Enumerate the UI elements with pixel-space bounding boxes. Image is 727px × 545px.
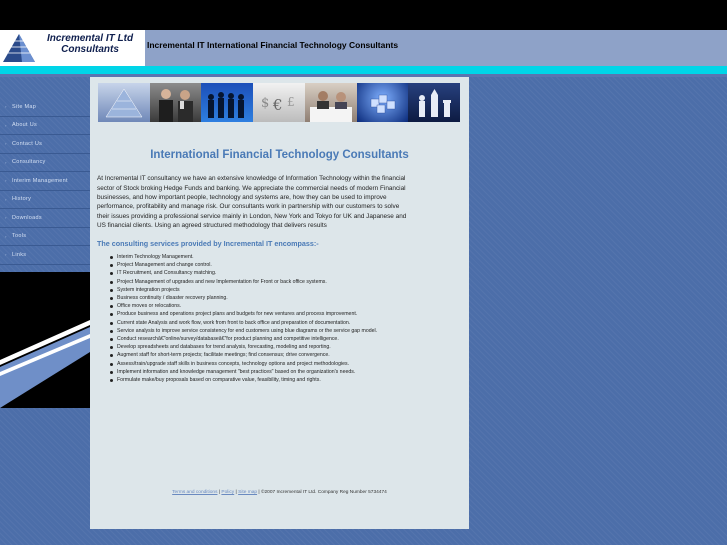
- sidebar-decoration: [0, 272, 90, 408]
- team-silhouette-image: [201, 83, 253, 122]
- logo-text: [36, 33, 144, 55]
- site-map-link[interactable]: Site map: [238, 490, 258, 495]
- cubes-image: [357, 83, 409, 122]
- footer-separator: |: [217, 490, 222, 495]
- sidebar-item-history[interactable]: [0, 191, 90, 210]
- site-title: Incremental IT International Financial Technology Consultants: [147, 40, 399, 50]
- top-bar: [0, 0, 727, 30]
- sidebar-item-label: Tools: [12, 233, 27, 240]
- policy-link[interactable]: Policy: [221, 490, 235, 495]
- footer: [90, 490, 469, 495]
- list-item: System integration projects: [117, 286, 417, 294]
- sidebar-item-tools[interactable]: [0, 228, 90, 247]
- svg-text:€: €: [273, 96, 283, 114]
- chess-image: [408, 83, 460, 122]
- chevron-right-icon: ›: [5, 233, 7, 239]
- list-item: Project Management of upgrades and new Implementation for Front or back office systems.: [117, 278, 417, 286]
- chevron-right-icon: ›: [5, 122, 7, 128]
- chevron-right-icon: ›: [5, 104, 7, 110]
- logo-triangle-icon: [2, 33, 36, 63]
- sidebar-item-interim-management[interactable]: [0, 172, 90, 191]
- sidebar-item-label: Consultancy: [12, 159, 46, 166]
- list-item: Implement information and knowledge management "best practices" based on the organization's needs.: [117, 368, 417, 376]
- sidebar-item-links[interactable]: [0, 246, 90, 265]
- sidebar-item-label: About Us: [12, 122, 38, 129]
- svg-text:£: £: [287, 95, 295, 109]
- sidebar-item-consultancy[interactable]: [0, 154, 90, 173]
- list-item: Develop spreadsheets and databases for trend analysis, forecasting, modeling and reporting.: [117, 343, 417, 351]
- list-item: Current state Analysis and work flow, work from front to back office and preparation of documentation.: [117, 319, 417, 327]
- accent-bar: [0, 66, 727, 74]
- list-item: Project Management and change control.: [117, 261, 417, 269]
- sidebar-item-about-us[interactable]: [0, 117, 90, 136]
- list-item: Formulate make/buy proposals based on comparative value, feasibility, timing and rights.: [117, 376, 417, 384]
- services-heading: The consulting services provided by Incremental IT encompass:-: [97, 239, 319, 248]
- meeting-image: [305, 83, 357, 122]
- logo-line2: Consultants: [61, 44, 119, 55]
- chevron-right-icon: ›: [5, 215, 7, 221]
- sidebar-item-label: Site Map: [12, 103, 37, 110]
- currency-image: [253, 83, 305, 122]
- intro-paragraph: At Incremental IT consultancy we have an extensive knowledge of Information Technology within the financial sector of Stock broking Hedge Funds and banking. We appreciate the commercial needs of modern Financial businesses, and how important people, technology and systems are, how they can be used to improve performance, profitability and manage risk. Our consultants work in partnership with our customers to solve their issues providing a professional service mainly in London, New York and Tokyo for UK and Japanese and US financial clients. Using an agreed structured methodology that delivers results: [97, 175, 407, 229]
- footer-separator: |: [234, 490, 239, 495]
- sidebar-item-label: Contact Us: [12, 140, 43, 147]
- chevron-right-icon: ›: [5, 141, 7, 147]
- page-title: International Financial Technology Consultants: [150, 148, 409, 161]
- pyramid-image: [98, 83, 150, 122]
- chevron-right-icon: ›: [5, 159, 7, 165]
- sidebar-item-downloads[interactable]: [0, 209, 90, 228]
- svg-text:$: $: [261, 96, 270, 111]
- copyright-text: | ©2007 Incremental IT Ltd. Company Reg Number 5734474: [257, 490, 387, 495]
- list-item: Business continuity / disaster recovery planning.: [117, 294, 417, 302]
- chevron-right-icon: ›: [5, 178, 7, 184]
- list-item: IT Recruitment, and Consultancy matching.: [117, 269, 417, 277]
- chevron-right-icon: ›: [5, 196, 7, 202]
- swoosh-graphic: [0, 272, 90, 408]
- terms-link[interactable]: Terms and conditions: [172, 490, 218, 495]
- chevron-right-icon: ›: [5, 252, 7, 258]
- services-list: [117, 253, 417, 384]
- photo-strip: [98, 83, 460, 122]
- list-item: Service analysis to improve service consistency for end customers using blue diagrams or the service gap model.: [117, 327, 417, 335]
- sidebar-item-label: Interim Management: [12, 177, 68, 184]
- sidebar-item-label: History: [12, 196, 32, 203]
- list-item: Interim Technology Management.: [117, 253, 417, 261]
- list-item: Produce business and operations project plans and budgets for new ventures and process improvement.: [117, 310, 417, 318]
- sidebar-item-site-map[interactable]: [0, 98, 90, 117]
- sidebar-nav: [0, 98, 90, 265]
- list-item: Conduct researchâ€”online/survey/databaseâ€”for product planning and competitive intelligence.: [117, 335, 417, 343]
- sidebar-item-label: Links: [12, 251, 27, 258]
- logo[interactable]: [0, 30, 145, 66]
- sidebar-item-label: Downloads: [12, 214, 42, 221]
- sidebar-item-contact-us[interactable]: [0, 135, 90, 154]
- list-item: Assess/train/upgrade staff skills in business concepts, technology options and project methodologies.: [117, 360, 417, 368]
- logo-line1: Incremental IT Ltd: [46, 33, 134, 44]
- list-item: Office moves or relocations.: [117, 302, 417, 310]
- business-people-image: [150, 83, 202, 122]
- list-item: Augment staff for short-term projects; facilitate meetings; find consensus; drive convergence.: [117, 351, 417, 359]
